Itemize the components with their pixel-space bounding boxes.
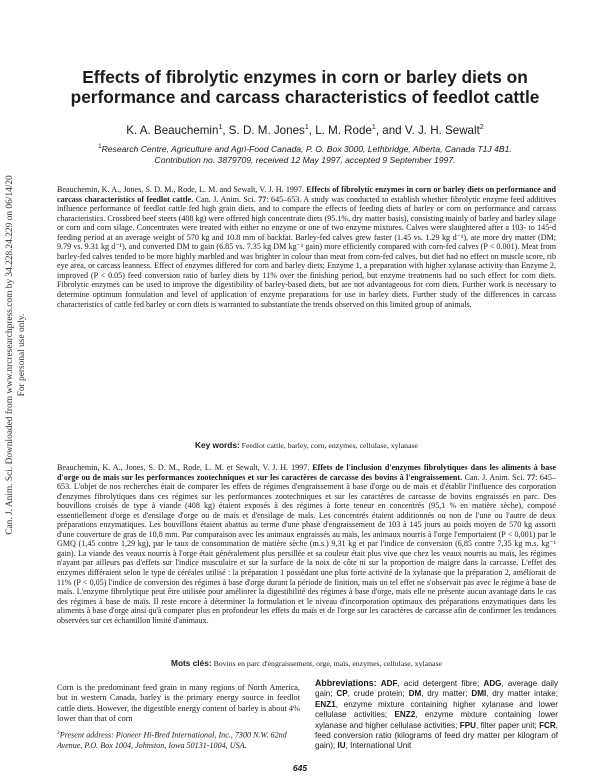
abbreviation-definition: , acid detergent fibre;: [397, 679, 484, 688]
journal-name: Can. J. Anim. Sci.: [464, 472, 525, 482]
abbreviation-definition: , enzyme mixture containing higher xylanase and lower cellulase activities;: [315, 699, 558, 720]
author-affil-mark: 1: [218, 124, 223, 131]
author-name: L. M. Rode: [315, 123, 372, 137]
journal-pages: : 645–653.: [57, 472, 557, 492]
journal-volume: 77: [527, 472, 536, 482]
keywords-english: [57, 440, 556, 451]
abbreviation-definition: , filter paper unit;: [475, 720, 540, 730]
abstract-title: Effets de l'inclusion d'enzymes fibrolytiques dans les aliments à base d'orge ou de maïs sur les performances zootechniques et sur les caractères de carcasse des bovins à l'engraissement.: [57, 463, 556, 482]
keywords-text: Bovins en parc d'engraissement, orge, maïs, enzymes, cellulase, xylanase: [213, 659, 442, 668]
abbreviations-block: [315, 678, 558, 752]
abstract-citation: Beauchemin, K. A., Jones, S. D. M., Rode, L. M. et Sewalt, V. J. H. 1997.: [57, 463, 310, 472]
keywords-text: Feedlot cattle, barley, corn, enzymes, cellulase, xylanase: [241, 441, 419, 450]
keywords-french: [57, 658, 556, 669]
article-title: [40, 67, 570, 107]
abstract-title: Effects of fibrolytic enzymes in corn or barley diets on performance and carcass characteristics of feedlot cattle.: [57, 185, 557, 204]
author-affil-mark: 2: [479, 124, 484, 131]
abbreviation-term: DMI: [471, 689, 487, 699]
abbreviation-definition: , dry matter;: [421, 689, 472, 699]
footnote-text: Present address: Pioneer Hi-Bred International, Inc., 7300 N.W. 62nd Avenue, P.O. Box 1004, Johnston, Iowa 50131-1004, USA.: [57, 730, 287, 750]
affiliation-mark: 1: [98, 144, 102, 150]
contribution-info: Contribution no. 3879709, received 12 May 1997, accepted 9 September 1997.: [154, 154, 456, 165]
abbreviation-term: ADF: [380, 679, 398, 688]
author-name: S. D. M. Jones: [228, 123, 305, 137]
abbreviations-label: Abbreviations:: [315, 678, 377, 688]
keywords-label: Key words:: [194, 440, 240, 450]
affiliation: [44, 142, 566, 166]
abbreviation-term: FCR: [539, 720, 556, 730]
download-stamp-line1: Can. J. Anim. Sci. Downloaded from www.nrcresearchpress.com by 34.228.24.229 on 06/14/20: [5, 175, 15, 535]
author-name: K. A. Beauchemin: [126, 123, 219, 137]
introduction-text: Corn is the predominant feed grain in many regions of North America, but in western Canada, barley is the primary energy source in feedlot cattle diets. However, the digestible energy content of barley is about 4% lower than that of corn: [57, 683, 300, 723]
author-affil-mark: 1: [371, 124, 376, 131]
title-line-1: Effects of fibrolytic enzymes in corn or barley diets on: [82, 67, 528, 87]
abbreviation-definition: , dry matter intake;: [486, 689, 558, 699]
download-stamp: [5, 5, 35, 705]
journal-volume: 77: [258, 194, 267, 204]
download-stamp-line2: For personal use only.: [16, 313, 27, 397]
title-line-2: performance and carcass characteristics of feedlot cattle: [70, 87, 540, 107]
journal-name: Can. J. Anim. Sci.: [195, 194, 256, 204]
author-conjunction: and: [382, 123, 402, 137]
footnote: [57, 728, 300, 751]
affiliation-address: Research Centre, Agriculture and Agri-Food Canada, P. O. Box 3000, Lethbridge, Alberta, Canada T1J 4B1.: [101, 143, 512, 154]
keywords-label: Mots clés:: [171, 658, 212, 668]
abbreviation-term: CP: [336, 689, 348, 699]
abbreviation-term: ADG: [483, 679, 502, 688]
author-affil-mark: 1: [304, 124, 309, 131]
abstract-body: L'objet de nos recherches était de comparer les effets de régimes d'engraissement à base d'orge ou de maïs et d'établir l'influence des corporation d'enzymes fibrolytiques dans ces régimes sur les performances zootechniques et sur les caractères de carcasse de bovins engraissés en parc. Des bouvillons croisés de type à viande (408 kg) étaient exposés à des régimes à forte teneur en concentrés (95,1 % en matière sèche), composé essentiellement d'orge et d'ensilage d'orge ou de maïs et d'ensilage de maïs. Les concentrés étaient additionnés ou non de l'une ou l'autre de deux préparations enzymatiques. Les bouvillons étaient abattus au terme d'une phase d'engraissement de 103 à 145 jours au poids moyen de 570 kg assorti d'une couverture de gras de 10,8 mm. Par comparaison avec les animaux engraissés au maïs, les animaux nourris à l'orge l'emportaient (P < 0,001) par le GMQ (1,45 contre 1,29 kg), par le taux de consommation de matière sèche (m.s.) 9,31 kg et par l'indice de conversion (6,85 contre 7,35 kg m.s. kg⁻¹ gain). La viande des veaux nourris à l'orge était généralement plus persillée et sa couleur était plus vive que chez les veaux nourris au maïs, les régimes n'ayant par ailleurs pas d'effets sur l'indice musculaire et sur la surface de la noix de côte ni sur la proportion de maigre dans la carcasse. L'effet des enzymes différaient selon le type de céréales utilisé : la préparation 1 possédant une plus forte activité de la xylanase que la préparation 2, améliorait de 11% (P < 0,05) l'indice de conversion des régimes à base d'orge durant la période de finition, mais un tel effet ne s'observait pas avec le régime à base de maïs. L'enzyme fibrolytique peut être utilisée pour améliorer la digestibilité des régimes à base d'orge, mais elle ne présente aucun avantage dans le cas des régimes à base de maïs. Il reste encore à déterminer la formulation et le niveau d'incorporation optimaux des préparations enzymatiques dans les aliments à base d'orge ainsi qu'à comparer plus en profondeur les effets du maïs et de l'orge sur les caractères de carcasse afin de confirmer les tendances observées sur cet échantillon limité d'animaux.: [57, 482, 556, 625]
author-name: V. J. H. Sewalt: [404, 123, 480, 137]
abbreviation-term: IU: [337, 741, 346, 751]
abbreviation-term: DM: [408, 689, 422, 699]
abstract-body: A study was conducted to establish whether fibrolytic enzyme feed additives influence performance of feedlot cattle fed high grain diets, and to compare the effects of feeding diets of barley or corn on performance and carcass characteristics. Crossbred beef steers (408 kg) were offered high concentrate diets (95.1%, dry matter basis), consisting mainly of barley and barley silage or corn and corn silage. Concentrates were treated with either no enzyme or one of two enzyme mixtures. Calves were slaughtered after a 103- to 145-d feeding period at an average weight of 570 kg and 10.8 mm of backfat. Barley-fed calves grew faster (1.45 vs. 1.29 kg d⁻¹), ate more dry matter (DM; 9.79 vs. 9.31 kg d⁻¹), and converted DM to gain (6.85 vs. 7.35 kg DM kg⁻¹ gain) more efficiently compared with corn-fed calves (P < 0.001). Meat from barley-fed calves tended to be more highly marbled and was brighter in colour than meat from corn-fed calves, but diet had no effect on muscle score, rib eye area, or carcass leanness. Effect of enzymes differed for corn and barley diets; Enzyme 1, a preparation with higher xylanase activity than Enzyme 2, improved (P < 0.05) feed conversion ratio of barley diets by 11% over the finishing period, but enzyme treatments had no such effect for corn diets. Fibrolytic enzymes can be used to improve the digestibility of barley-based diets, but are not advantageous for corn diets. Further work is necessary to determine optimum formulation and level of application of enzyme preparations for use in barley diets. Further study of the differences in carcass characteristics of cattle fed barley or corn diets is warranted to substantiate the trends observed on this limited group of animals.: [57, 194, 557, 309]
abbreviation-definition: , crude protein;: [347, 689, 409, 699]
abstract-english: [57, 185, 556, 309]
abbreviation-term: ENZ1: [315, 699, 336, 709]
abstract-citation: Beauchemin, K. A., Jones, S. D. M., Rode, L. M. and Sewalt, V. J. H. 1997.: [57, 185, 305, 194]
abbreviation-definition: , enzyme mixture containing lower xylanase and higher cellulase activities;: [315, 710, 558, 730]
abstract-french: [57, 463, 556, 625]
footnote-mark: 2: [57, 730, 60, 736]
abbreviation-term: FPU: [459, 720, 476, 730]
abbreviation-definition: , feed conversion ratio (kilograms of feed dry matter per kilogram of gain);: [315, 720, 558, 751]
page-number: 645: [292, 763, 308, 773]
author-list: K. A. Beauchemin$^1$, S. D. M. Jones$^1$, L. M. Rode$^1$, and V. J. H. Sewalt$^2$: [126, 123, 484, 137]
abbreviation-definition: , average daily gain;: [315, 679, 558, 699]
abbreviation-term: ENZ2: [394, 710, 416, 720]
journal-pages: : 645–653.: [266, 194, 302, 204]
abbreviation-definition: , International Unit: [345, 741, 412, 751]
